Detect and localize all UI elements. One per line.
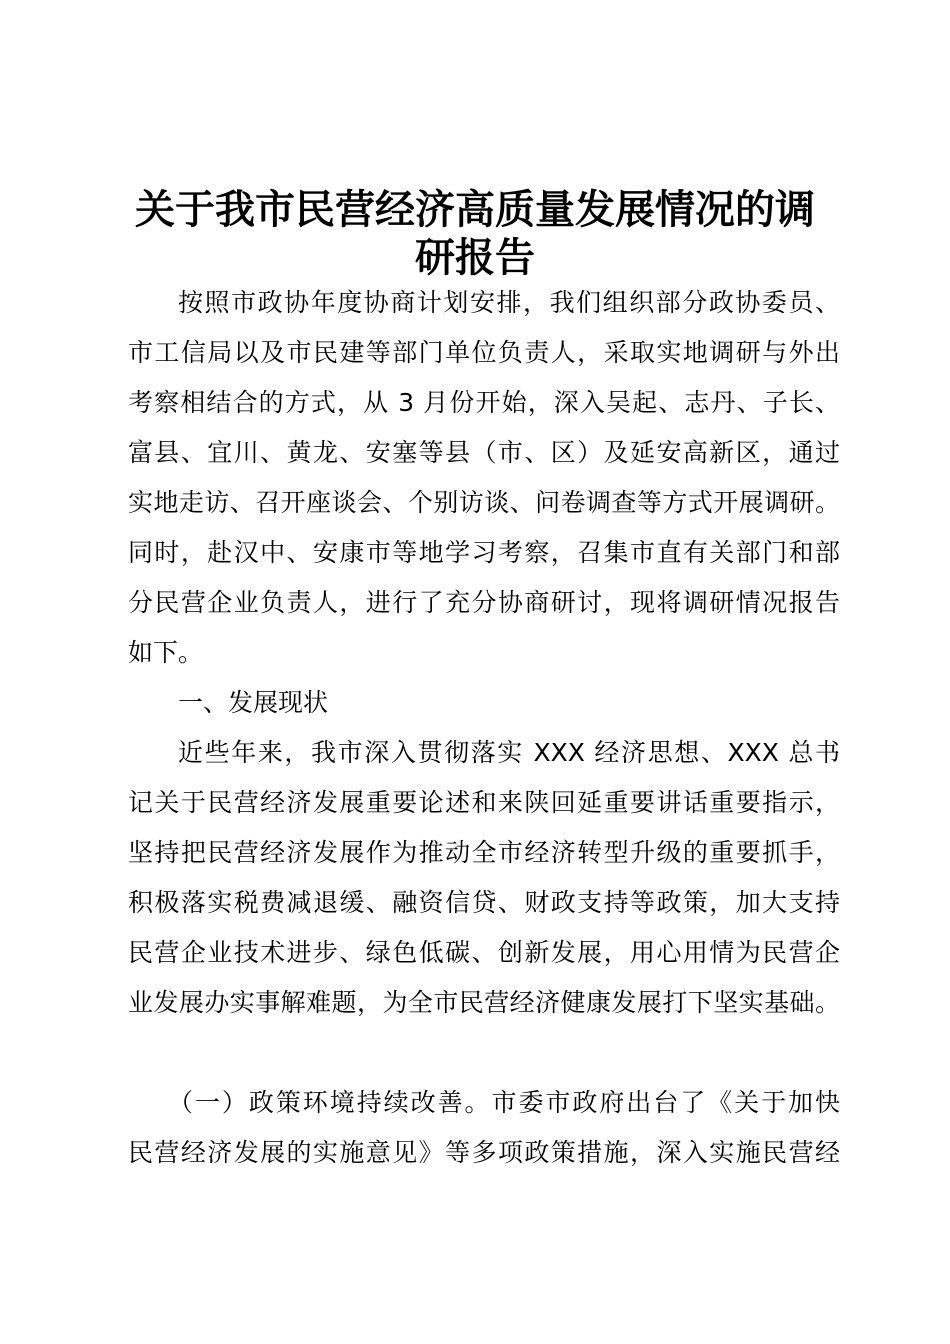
section-heading: 一、发展现状 xyxy=(178,688,329,717)
text-line: 民营经济发展的实施意见》等多项政策措施，深入实施民营经 xyxy=(128,1138,840,1167)
text-line: 民营企业技术进步、绿色低碳、创新发展，用心用情为民营企 xyxy=(128,938,840,967)
document-title-line-1: 关于我市民营经济高质量发展情况的调 xyxy=(135,186,815,233)
text-line: 业发展办实事解难题，为全市民营经济健康发展打下坚实基础。 xyxy=(128,988,840,1017)
text-line: 按照市政协年度协商计划安排，我们组织部分政协委员、 xyxy=(178,288,840,317)
text-line: 考察相结合的方式，从 3 月份开始，深入吴起、志丹、子长、 xyxy=(128,388,840,417)
text-line: 积极落实税费减退缓、融资信贷、财政支持等政策，加大支持 xyxy=(128,888,840,917)
text-line: 分民营企业负责人，进行了充分协商研讨，现将调研情况报告 xyxy=(128,588,840,617)
text-line: 实地走访、召开座谈会、个别访谈、问卷调查等方式开展调研。 xyxy=(128,488,840,517)
text-line: 富县、宜川、黄龙、安塞等县（市、区）及延安高新区，通过 xyxy=(128,438,840,467)
text-line: 坚持把民营经济发展作为推动全市经济转型升级的重要抓手， xyxy=(128,838,840,867)
text-line: 记关于民营经济发展重要论述和来陕回延重要讲话重要指示， xyxy=(128,788,840,817)
text-line: 市工信局以及市民建等部门单位负责人，采取实地调研与外出 xyxy=(128,338,840,367)
text-line: 如下。 xyxy=(128,638,204,667)
text-line: （一）政策环境持续改善。市委市政府出台了《关于加快 xyxy=(168,1088,840,1117)
text-line: 同时，赴汉中、安康市等地学习考察，召集市直有关部门和部 xyxy=(128,538,840,567)
document-title-line-2: 研报告 xyxy=(415,234,535,281)
text-line: 近些年来，我市深入贯彻落实 XXX 经济思想、XXX 总书 xyxy=(178,738,840,767)
